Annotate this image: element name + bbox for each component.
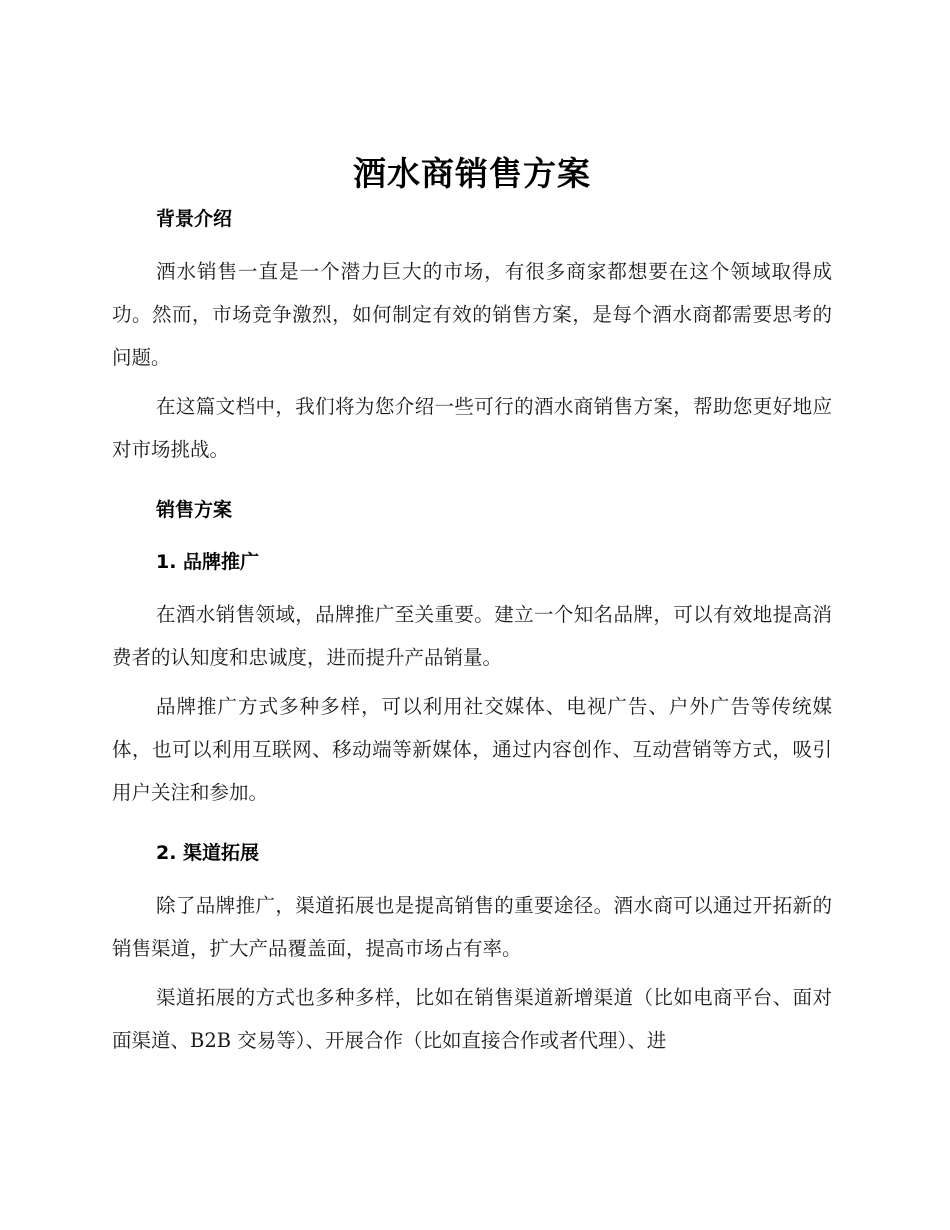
paragraph-channel-1: 除了品牌推广，渠道拓展也是提高销售的重要途径。酒水商可以通过开拓新的销售渠道，扩大产品覆盖面，提高市场占有率。: [112, 894, 832, 960]
paragraph-channel-2: 渠道拓展的方式也多种多样，比如在销售渠道新增渠道（比如电商平台、面对面渠道、B2B 交易等）、开展合作（比如直接合作或者代理）、进: [112, 986, 832, 1052]
paragraph-brand-2: 品牌推广方式多种多样，可以利用社交媒体、电视广告、户外广告等传统媒体，也可以利用互联网、移动端等新媒体，通过内容创作、互动营销等方式，吸引用户关注和参加。: [112, 695, 832, 804]
document-title: 酒水商销售方案: [353, 154, 591, 193]
paragraph-background-2: 在这篇文档中，我们将为您介绍一些可行的酒水商销售方案，帮助您更好地应对市场挑战。: [112, 395, 832, 461]
subsection-heading-brand: 1. 品牌推广: [156, 551, 260, 573]
paragraph-background-1: 酒水销售一直是一个潜力巨大的市场，有很多商家都想要在这个领域取得成功。然而，市场竞争激烈，如何制定有效的销售方案，是每个酒水商都需要思考的问题。: [112, 260, 832, 369]
subsection-heading-channel: 2. 渠道拓展: [156, 842, 260, 864]
section-heading-background: 背景介绍: [156, 208, 233, 230]
paragraph-brand-1: 在酒水销售领域，品牌推广至关重要。建立一个知名品牌，可以有效地提高消费者的认知度和忠诚度，进而提升产品销量。: [112, 603, 832, 669]
document-body: [112, 150, 832, 1062]
section-heading-plan: 销售方案: [156, 499, 233, 521]
